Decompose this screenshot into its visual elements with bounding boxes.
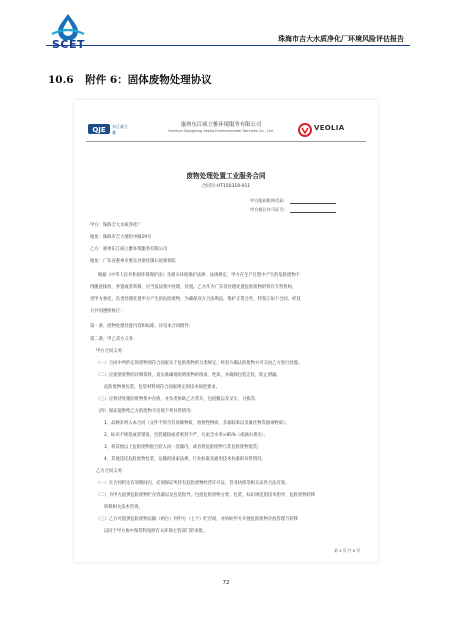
contract-body-line: （二）为甲方提供危险废物贮存容器以及包装指导，包括危险废物分类、包装、标识规范的技术指导、危险废物转移 <box>96 493 316 498</box>
org-code-line <box>250 198 370 204</box>
scet-logo-icon <box>48 12 108 40</box>
qje-logo <box>88 120 128 134</box>
report-header <box>0 0 452 62</box>
header-divider <box>46 45 410 46</box>
org-code-label: 甲方组织机构代码： <box>250 198 288 203</box>
contract-body-line: 根据《中华人民共和国环境保护法》及相关环境保护法律、法规规定，甲方在生产过程中产生的危险废物不 <box>98 273 300 278</box>
contract-body-line: 转移相关技术咨询。 <box>104 505 143 510</box>
section-number: 10.6 <box>48 74 74 86</box>
party-b-address: 地址：广东省惠州市惠东县梁化镇石屋寮洞坑 <box>90 259 176 264</box>
contract-body-line: 以同于甲方协中保管科按照有关环保主管部门的审批。 <box>104 529 208 534</box>
contract-body-line: （二）应提供废物的详细资料，真实准确地说明废物的组成、性质，并确保包装完好，防止泄漏。 <box>96 373 281 378</box>
party-a-address: 地址：珠海市吉大情侣中路29号 <box>90 235 152 240</box>
contract-body-line: 4、其他违反危险废物包装、运输的国家法规、行业标准及通用技术标准的异常情况。 <box>104 457 266 462</box>
contract-body-line: （一）在合同约定有效期间内，必须保证所持有危险废物经营许可证、营业执照等相关证件合法有效。 <box>96 481 290 486</box>
qje-logo-label: 东江威立雅 <box>112 124 128 135</box>
report-title: 珠海市吉大水质净化厂环境风险评估报告 <box>278 35 404 43</box>
permit-no-line <box>250 207 370 213</box>
contract-body-line: 方共同遵照执行： <box>90 309 125 314</box>
contract-body-line: （一）合同中所约定的废物须符合国家关于危险废物的分类规定，经双方确认的废物方可交由乙方进行处置。 <box>96 361 303 366</box>
company-name-cn: 惠州东江威立雅环境服务有限公司 <box>180 122 262 128</box>
contract-scan <box>74 100 378 562</box>
veolia-mark-icon <box>298 123 312 137</box>
contract-body-line: （四）保证提供给乙方的废物不出现下列异常情况： <box>96 409 195 414</box>
contract-body-line: 第二条、甲乙双方义务： <box>90 337 138 342</box>
contract-body-line: 3、将其他以上危险废物混合装入同一容器内，或者将危险废物与非危险废物混装； <box>104 445 262 450</box>
page-number: 72 <box>222 580 230 586</box>
logo-label: SCET <box>52 38 86 51</box>
section-title-text: 附件 6：固体废物处理协议 <box>85 74 212 86</box>
party-b-name: 乙方：惠州东江威立雅环境服务有限公司 <box>90 247 168 252</box>
contract-title: 废物处理处置工业服务合同 <box>186 172 266 180</box>
contract-body-line: 危险废物须包装，包装材料须符合国家规定的技术规范要求。 <box>104 385 221 390</box>
veolia-logo <box>298 122 366 136</box>
qje-logo-icon <box>88 123 110 135</box>
contract-letterhead <box>86 116 366 142</box>
contract-body-line: 第一条、废物处理处置内容和标准，详见本合同附件； <box>90 324 194 329</box>
scet-logo <box>48 12 108 56</box>
permit-no-label: 甲方排污许可证号： <box>250 207 288 212</box>
section-heading <box>48 72 212 87</box>
contract-body-line: 得随意排放、弃置或者转移，应当依法集中处理、处置。乙方作为广东省处理处置危险废物的特许专营机构， <box>90 285 297 290</box>
contract-body-line: 2、标识不规范或者错误，包装破损或者密封不严，污泥含水率>85%（或滴水难出）； <box>104 433 269 438</box>
contract-number: 合同号:HT150319-011 <box>201 184 251 189</box>
contract-body-line: 受甲方委托，负责处理处置甲方产生的危险废物。为确保双方合法利益，维护正常合作，特签订如下合同，经双 <box>90 297 301 302</box>
contract-body-line: （三）乙方可提供危险废物运输（两台）到甲方（七个）贮存间，并协助甲方开展危险废物存放管理与转移 <box>96 517 298 522</box>
contract-page-indicator: 第 4 页 共 8 页 <box>333 548 360 553</box>
veolia-wordmark: VEOLIA <box>314 124 345 132</box>
qje-badge-text: QJE <box>92 126 106 134</box>
party-a-name: 甲方：珠海吉大水质净化厂 <box>90 223 142 228</box>
company-name-en: Huizhou Dongjiang Veolia Environmental Services Co., Ltd. <box>168 129 274 133</box>
contract-body-line: 甲方合同义务： <box>96 349 127 354</box>
contract-body-line: 1、品种未列入本合同（文件不得含有易爆物质、放射性物质、多氯联苯以及氰化物等剧毒物质）； <box>104 421 290 426</box>
contract-body-line: 乙方合同义务： <box>96 469 127 474</box>
contract-body-line: （三）应将待处理的废物集中存放，并负责协助乙方装车，包括搬运及叉车、分拣等。 <box>96 397 260 402</box>
